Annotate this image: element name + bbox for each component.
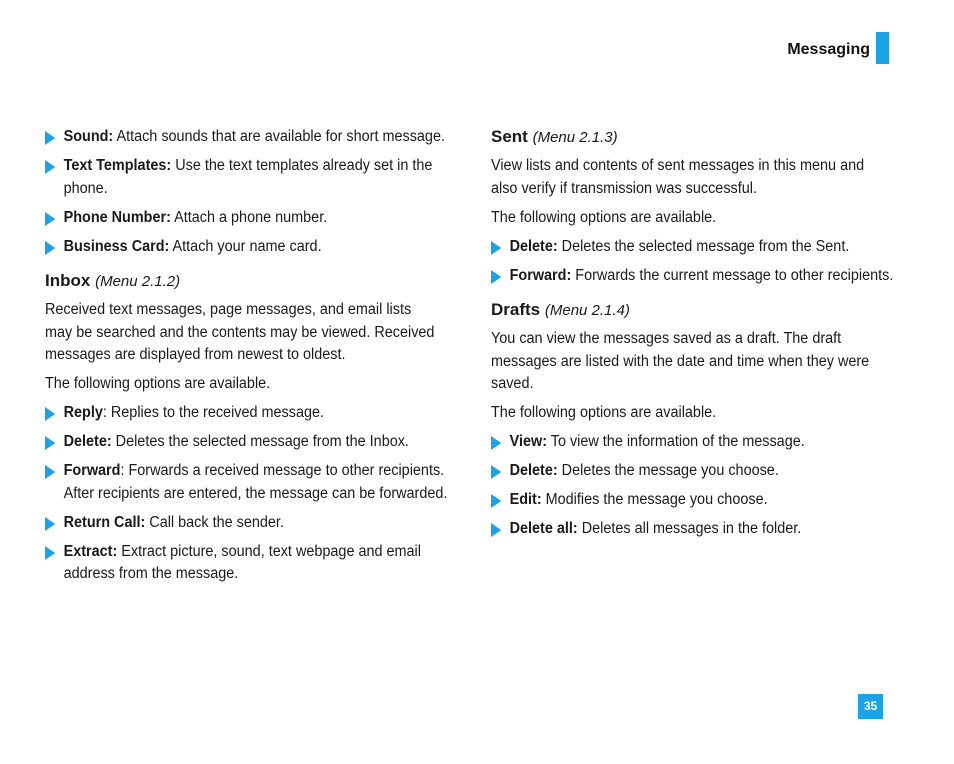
item-label: Delete: [509,237,558,255]
section-title-drafts [491,299,883,322]
section-menu-ref: (Menu 2.1.2) [95,273,181,290]
item-label: Forward [63,462,121,479]
bullet-arrow-icon [491,494,501,508]
bullet-arrow-icon [45,241,55,255]
header-tab-marker [876,32,889,64]
bullet-arrow-icon [491,241,501,255]
list-item-text-templates [45,155,454,200]
list-item-delete [491,460,900,483]
bullet-arrow-icon [491,523,501,537]
list-item-delete-all [491,518,900,541]
list-item-forward [45,460,454,505]
inbox-description: Received text messages, page messages, and email lists may be searched and the contents may be viewed. Received messages are displayed from newest to oldest. [45,301,435,363]
bullet-arrow-icon [45,160,55,174]
item-text: To view the information of the message. [546,433,805,450]
header-title: Messaging [787,41,870,58]
left-column [45,126,448,592]
item-text: Deletes the selected message from the Sent. [557,237,850,255]
bullet-arrow-icon [45,517,55,531]
list-item-edit [491,489,900,512]
section-title-text: Drafts [491,300,541,319]
item-text: : Forwards a received message to other recipients. After recipients are entered, the message can be forwarded. [63,462,448,502]
list-item-sound [45,126,454,149]
item-text: Call back the sender. [145,513,284,531]
item-text: : Replies to the received message. [102,404,325,421]
item-label: Delete: [509,462,558,479]
section-menu-ref: (Menu 2.1.3) [532,129,618,146]
item-text: Use the text templates already set in the phone. [63,157,433,197]
item-label: Sound: [63,128,114,145]
item-label: View: [509,433,547,450]
item-label: Text Templates: [63,157,172,174]
bullet-arrow-icon [491,465,501,479]
list-item-return-call [45,512,454,535]
list-item-business-card [45,236,454,259]
item-label: Extract: [63,542,118,560]
item-label: Reply [63,404,103,421]
bullet-arrow-icon [45,212,55,226]
right-column [491,126,894,547]
item-label: Edit: [509,491,542,508]
section-title-text: Sent [491,127,528,146]
item-label: Business Card: [63,237,170,255]
list-item-view [491,431,900,454]
section-title-sent [491,126,883,149]
bullet-arrow-icon [45,131,55,145]
section-title-text: Inbox [45,271,91,290]
page-number: 35 [858,694,883,719]
item-text: Attach sounds that are available for short message. [113,128,445,145]
item-label: Return Call: [63,513,146,531]
item-text: Extract picture, sound, text webpage and email address from the message. [63,542,421,582]
sent-options-intro: The following options are available. [491,208,717,226]
bullet-arrow-icon [45,465,55,479]
bullet-arrow-icon [491,436,501,450]
bullet-arrow-icon [45,407,55,421]
item-text: Deletes the message you choose. [557,462,779,479]
item-label: Phone Number: [63,208,171,226]
item-text: Forwards the current message to other recipients. [571,266,894,284]
drafts-options-intro: The following options are available. [491,404,717,421]
item-text: Deletes all messages in the folder. [577,520,802,537]
item-text: Attach your name card. [169,237,322,255]
item-label: Delete all: [509,520,578,537]
item-label: Delete: [63,433,112,450]
list-item-reply [45,402,454,425]
bullet-arrow-icon [491,270,501,284]
list-item-delete [491,236,900,259]
list-item-phone-number [45,207,454,230]
drafts-description: You can view the messages saved as a draft. The draft messages are listed with the date and time when they were saved. [491,330,870,392]
inbox-options-intro: The following options are available. [45,375,271,392]
list-item-delete [45,431,454,454]
item-text: Attach a phone number. [170,208,328,226]
list-item-extract [45,541,454,586]
bullet-arrow-icon [45,436,55,450]
item-text: Modifies the message you choose. [541,491,768,508]
list-item-forward [491,265,900,288]
item-label: Forward: [509,266,572,284]
item-text: Deletes the selected message from the Inbox. [111,433,409,450]
section-title-inbox [45,270,437,293]
sent-description: View lists and contents of sent messages in this menu and also verify if transmission was successful. [491,157,865,197]
section-menu-ref: (Menu 2.1.4) [544,302,630,319]
bullet-arrow-icon [45,546,55,560]
